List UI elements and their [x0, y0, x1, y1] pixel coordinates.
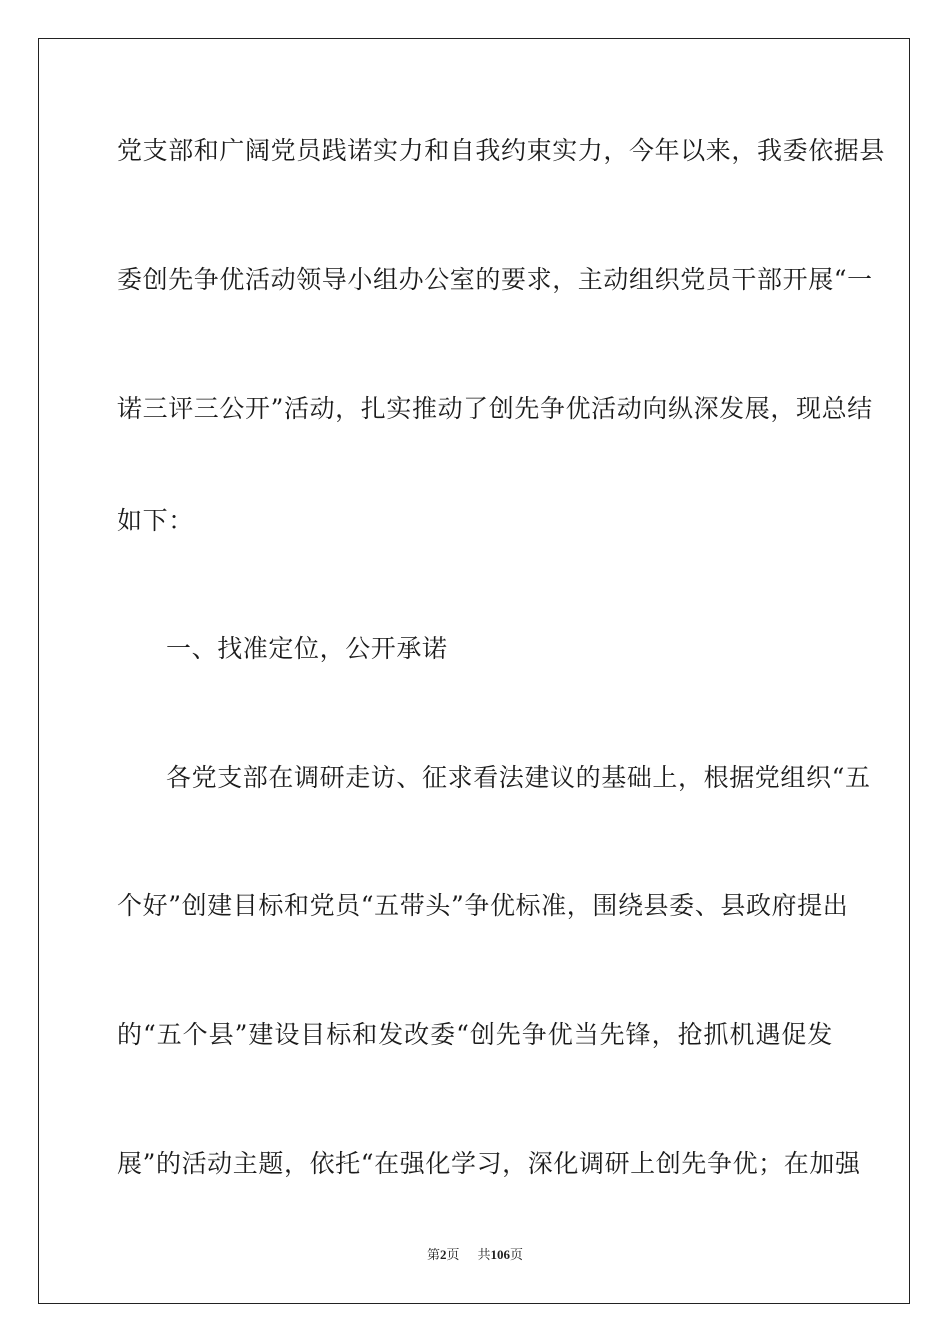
- body-text-line-8: 展”的活动主题，依托“在强化学习，深化调研上创先争优；在加强: [117, 1149, 861, 1178]
- body-text-line-7: 的“五个县”建设目标和发改委“创先争优当先锋，抢抓机遇促发: [117, 1020, 833, 1049]
- body-text-line-4: 如下：: [117, 506, 194, 535]
- body-text-line-5: 各党支部在调研走访、征求看法建议的基础上，根据党组织“五: [166, 763, 871, 792]
- section-heading-1: 一、找准定位，公开承诺: [166, 634, 448, 663]
- page-footer: [0, 1247, 950, 1263]
- body-text-line-1: 党支部和广阔党员践诺实力和自我约束实力，今年以来，我委依据县: [117, 136, 886, 165]
- body-text-line-3: 诺三评三公开”活动，扎实推动了创先争优活动向纵深发展，现总结: [117, 394, 873, 423]
- body-text-line-6: 个好”创建目标和党员“五带头”争优标准，围绕县委、县政府提出: [117, 891, 849, 920]
- footer-total-suffix: 页: [510, 1247, 524, 1262]
- footer-total-number: 106: [490, 1247, 511, 1262]
- footer-page-prefix: 第: [426, 1247, 440, 1262]
- footer-page-suffix: 页: [446, 1247, 460, 1262]
- footer-total-prefix: 共: [477, 1247, 491, 1262]
- body-text-line-2: 委创先争优活动领导小组办公室的要求，主动组织党员干部开展“一: [117, 265, 873, 294]
- page-border: [38, 38, 910, 1304]
- footer-page-number: 2: [439, 1247, 447, 1262]
